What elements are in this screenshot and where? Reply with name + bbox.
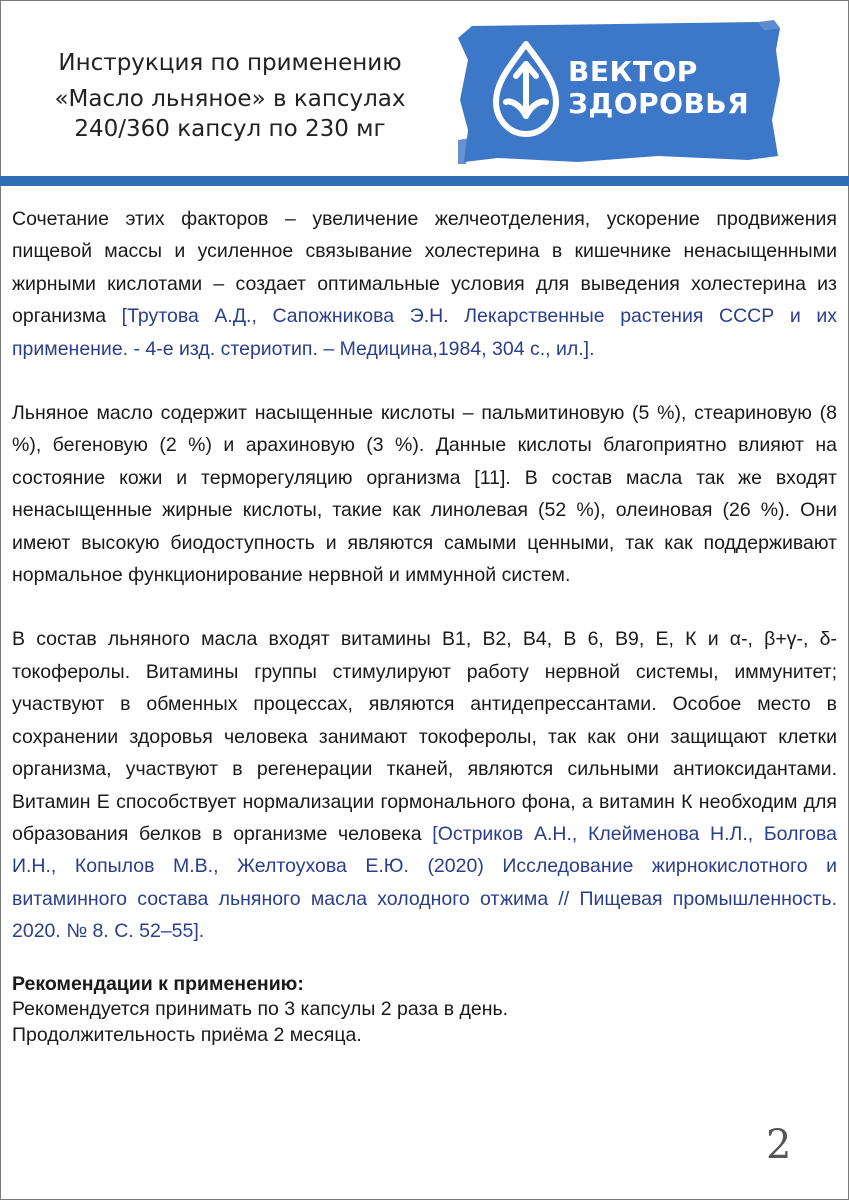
recommendations-title: Рекомендации к применению: — [12, 972, 304, 995]
logo-text-line-2: ЗДОРОВЬЯ — [568, 87, 750, 120]
page-number: 2 — [766, 1122, 792, 1168]
paragraph-3 — [12, 623, 837, 947]
main-content — [12, 203, 837, 1048]
logo-text-line-1: ВЕКТОР — [568, 55, 698, 88]
logo-text — [568, 56, 749, 120]
paragraph-1-reference: [Трутова А.Д., Сапожникова Э.Н. Лекарственные растения СССР и их применение. - 4-е изд. стериотип. – Медицина,1984, 304 с., ил.]. — [12, 305, 837, 360]
paragraph-2 — [12, 397, 837, 591]
paragraph-1-text: Сочетание этих факторов – увеличение желчеотделения, ускорение продвижения пищевой массы и усиленное связывание холестерина в кишечнике ненасыщенными жирными кислотами – создает оптимальные условия для выведения холестерина из организма — [12, 208, 837, 328]
title-line-1: Инструкция по применению — [58, 50, 402, 76]
recommendations-line-2: Продолжительность приёма 2 месяца. — [12, 1023, 362, 1046]
paragraph-3-text: В состав льняного масла входят витамины В1, В2, В4, В 6, В9, Е, К и α-, β+γ-, δ-токоферолы. Витамины группы стимулируют работу нервной системы, иммунитет; участвуют в обменных процессах, являются антидепрессантами. Особое место в сохранении здоровья человека занимают токоферолы, так как они защищают клетки организма, участвуют в регенерации тканей, являются сильными антиоксидантами. Витамин Е способствует нормализации гормонального фона, а витамин К необходим для образования белков в организме человека — [12, 628, 837, 845]
title-line-3: 240/360 капсул по 230 мг — [74, 116, 386, 142]
paragraph-1 — [12, 203, 837, 365]
paragraph-2-text: Льняное масло содержит насыщенные кислоты – пальмитиновую (5 %), стеариновую (8 %), бегеновую (2 %) и арахиновую (3 %). Данные кислоты благоприятно влияют на состояние кожи и терморегуляцию организма [11]. В состав масла так же входят ненасыщенные жирные кислоты, такие как линолевая (52 %), олеиновая (26 %). Они имеют высокую биодоступность и являются самыми ценными, так как поддерживают нормальное функционирование нервной и иммунной систем. — [12, 402, 837, 587]
recommendations-line-1: Рекомендуется принимать по 3 капсулы 2 раза в день. — [12, 997, 509, 1020]
document-title — [30, 48, 430, 144]
header-divider — [0, 176, 849, 186]
paragraph-3-reference: [Остриков А.Н., Клейменова Н.Л., Болгова И.Н., Копылов М.В., Желтоухова Е.Ю. (2020) Исследование жирнокислотного и витаминного состава льняного масла холодного отжима // Пищевая промышленность. 2020. № 8. С. 52–55]. — [12, 822, 837, 943]
title-line-2: «Масло льняное» в капсулах — [54, 86, 406, 112]
